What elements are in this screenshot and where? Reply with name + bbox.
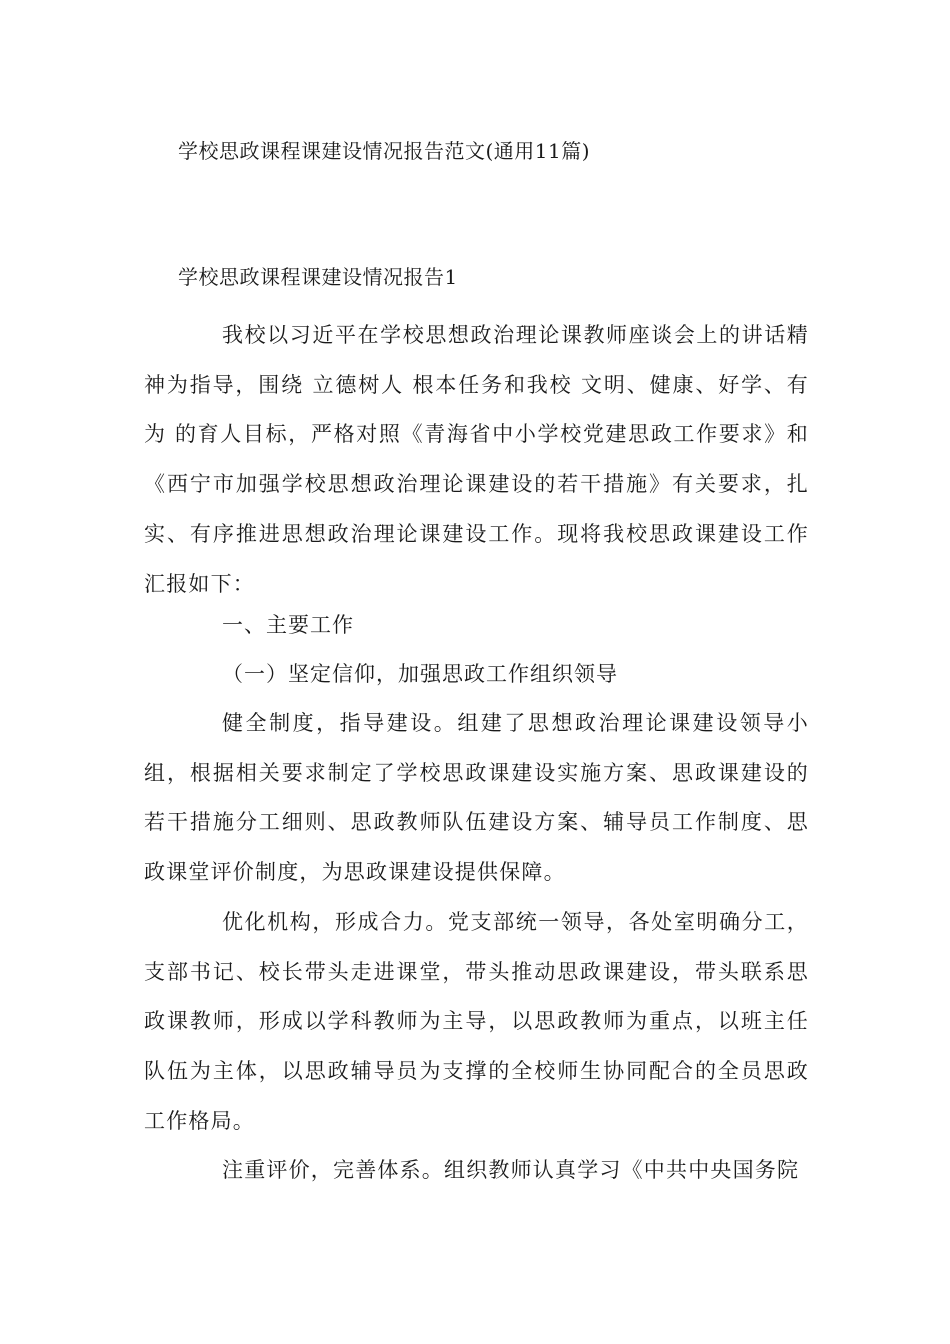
intro-paragraph: 我校以习近平在学校思想政治理论课教师座谈会上的讲话精神为指导，围绕 立德树人 根本任务和我校 文明、健康、好学、有为 的育人目标，严格对照《青海省中小学校党建思政工作要求》和《西宁市加强学校思想政治理论课建设的若干措施》有关要求，扎实、有序推进思想政治理论课建设工作。现将我校思政课建设工作汇报如下： bbox=[144, 323, 809, 596]
paragraph-system: 健全制度，指导建设。组建了思想政治理论课建设领导小组，根据相关要求制定了学校思政课建设实施方案、思政课建设的若干措施分工细则、思政教师队伍建设方案、辅导员工作制度、思政课堂评价制度，为思政课建设提供保障。 bbox=[144, 711, 809, 885]
subheading-organization: （一）坚定信仰，加强思政工作组织领导 bbox=[222, 662, 618, 686]
document-title: 学校思政课程课建设情况报告范文(通用11篇) bbox=[178, 139, 591, 163]
heading-main-work: 一、主要工作 bbox=[222, 613, 354, 637]
paragraph-structure: 优化机构，形成合力。党支部统一领导，各处室明确分工，支部书记、校长带头走进课堂，带头推动思政课建设，带头联系思政课教师，形成以学科教师为主导，以思政教师为重点，以班主任队伍为主体，以思政辅导员为支撑的全校师生协同配合的全员思政工作格局。 bbox=[144, 910, 809, 1133]
paragraph-evaluation: 注重评价，完善体系。组织教师认真学习《中共中央国务院 bbox=[222, 1158, 800, 1182]
section-title: 学校思政课程课建设情况报告1 bbox=[178, 265, 458, 289]
